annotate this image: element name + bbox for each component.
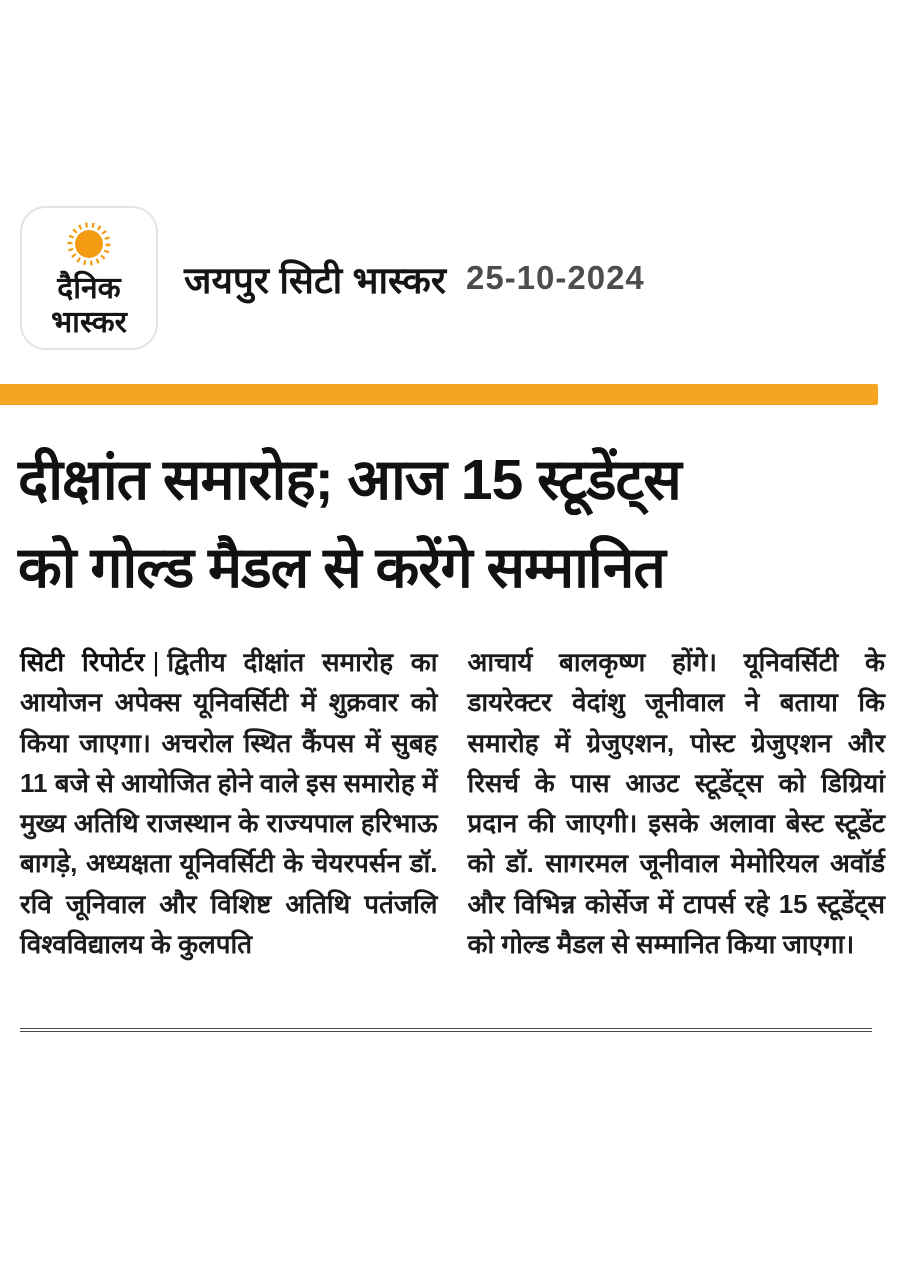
article-column-1 [20,642,438,964]
headline-line2: को गोल्ड मैडल से करेंगे सम्मानित [18,536,665,601]
masthead [20,205,885,351]
byline: सिटी रिपोर्टर [20,647,145,677]
edition-row [184,253,645,304]
article-column-2 [468,642,886,964]
logo-text-line1: दैनिक [57,272,121,306]
logo-text-line2: भास्कर [51,306,127,339]
headline [18,436,891,613]
sun-icon [63,218,115,270]
article-body [20,642,885,964]
column-2-text: आचार्य बालकृष्ण होंगे। यूनिवर्सिटी के डायरेक्टर वेदांशु जूनीवाल ने बताया कि समारोह में ग्रेजुएशन, पोस्ट ग्रेजुएशन और रिसर्च के पास आउट स्टूडेंट्स को डिग्रियां प्रदान की जाएगी। इसके अलावा बेस्ट स्टूडेंट को डॉ. सागरमल जूनीवाल मेमोरियल अवॉर्ड और विभिन्न कोर्सेज में टापर्स रहे 15 स्टूडेंट्स को गोल्ड मैडल से सम्मानित किया जाएगा। [467,647,885,960]
edition-title: जयपुर सिटी भास्कर [184,259,446,301]
bottom-divider [20,1028,872,1032]
headline-line1: दीक्षांत समारोह; आज 15 स्टूडेंट्स [18,448,681,512]
dainik-bhaskar-logo [20,206,158,350]
column-1-text: द्वितीय दीक्षांत समारोह का आयोजन अपेक्स यूनिवर्सिटी में शुक्रवार को किया जाएगा। अचरोल स्थित कैंपस में सुबह 11 बजे से आयोजित होने वाले इस समारोह में मुख्य अतिथि राजस्थान के राज्यपाल हरिभाऊ बागड़े, अध्यक्षता यूनिवर्सिटी के चेयरपर्सन डॉ. रवि जूनिवाल और विशिष्ट अतिथि पतंजलि विश्वविद्यालय के कुलपति [20,647,438,960]
publication-date: 25-10-2024 [465,259,645,296]
accent-bar [0,384,878,405]
byline-separator: | [152,647,160,677]
